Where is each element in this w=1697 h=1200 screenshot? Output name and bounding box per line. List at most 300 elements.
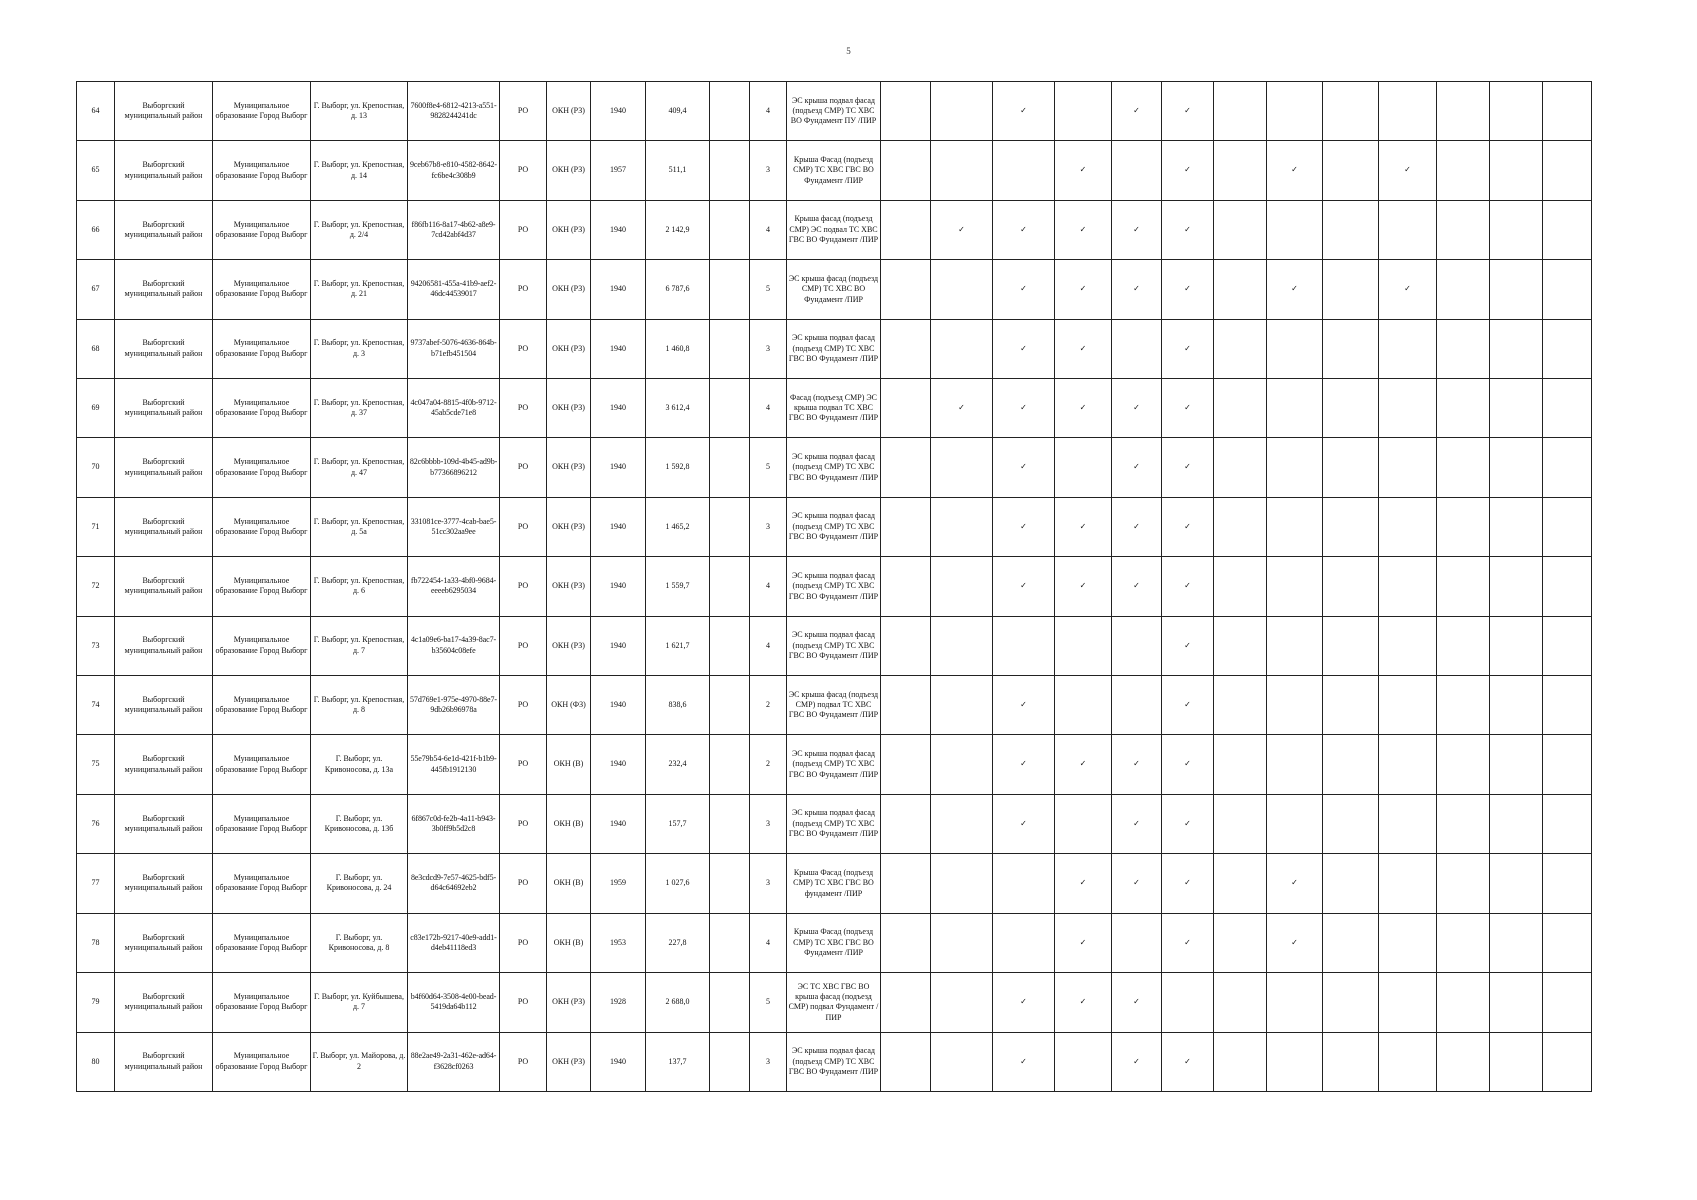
empty-check-cell bbox=[931, 616, 993, 675]
checkmark-icon: ✓ bbox=[1162, 497, 1214, 556]
building-id-cell: 82c6bbbb-109d-4b45-ad9b-b77366896212 bbox=[408, 438, 500, 497]
empty-check-cell bbox=[881, 379, 931, 438]
area-cell: 1 559,7 bbox=[646, 557, 710, 616]
floors-cell: 3 bbox=[750, 794, 787, 853]
empty-check-cell bbox=[1490, 438, 1543, 497]
empty-check-cell bbox=[1543, 557, 1592, 616]
okn-status-cell: ОКН (РЗ) bbox=[547, 438, 591, 497]
checkmark-icon: ✓ bbox=[993, 200, 1055, 259]
empty-check-cell bbox=[1323, 616, 1379, 675]
area-cell: 3 612,4 bbox=[646, 379, 710, 438]
empty-check-cell bbox=[1112, 913, 1162, 972]
fund-type-cell: РО bbox=[500, 82, 547, 141]
empty-check-cell bbox=[1214, 854, 1267, 913]
empty-check-cell bbox=[1055, 616, 1112, 675]
checkmark-icon: ✓ bbox=[1055, 379, 1112, 438]
row-number: 65 bbox=[77, 141, 115, 200]
empty-check-cell bbox=[931, 497, 993, 556]
empty-cell bbox=[710, 973, 750, 1032]
district-cell: Выборгский муниципальный район bbox=[115, 973, 213, 1032]
empty-check-cell bbox=[881, 557, 931, 616]
checkmark-icon: ✓ bbox=[1162, 379, 1214, 438]
building-id-cell: b4f60d64-3508-4e00-bead-5419da64b112 bbox=[408, 973, 500, 1032]
checkmark-icon: ✓ bbox=[1162, 616, 1214, 675]
area-cell: 409,4 bbox=[646, 82, 710, 141]
empty-check-cell bbox=[881, 676, 931, 735]
checkmark-icon: ✓ bbox=[1162, 438, 1214, 497]
empty-check-cell bbox=[1543, 379, 1592, 438]
municipality-cell: Муниципальное образование Город Выборг bbox=[213, 854, 311, 913]
table-row bbox=[77, 557, 1592, 616]
empty-check-cell bbox=[1437, 973, 1490, 1032]
build-year-cell: 1940 bbox=[591, 616, 646, 675]
checkmark-icon: ✓ bbox=[1162, 676, 1214, 735]
area-cell: 511,1 bbox=[646, 141, 710, 200]
okn-status-cell: ОКН (В) bbox=[547, 735, 591, 794]
checkmark-icon: ✓ bbox=[1162, 200, 1214, 259]
empty-check-cell bbox=[1323, 973, 1379, 1032]
build-year-cell: 1940 bbox=[591, 319, 646, 378]
empty-check-cell bbox=[1437, 854, 1490, 913]
fund-type-cell: РО bbox=[500, 735, 547, 794]
empty-check-cell bbox=[1543, 260, 1592, 319]
empty-check-cell bbox=[993, 616, 1055, 675]
empty-check-cell bbox=[1490, 854, 1543, 913]
row-number: 70 bbox=[77, 438, 115, 497]
empty-check-cell bbox=[1214, 319, 1267, 378]
empty-check-cell bbox=[931, 854, 993, 913]
table-row bbox=[77, 616, 1592, 675]
row-number: 64 bbox=[77, 82, 115, 141]
empty-check-cell bbox=[1543, 616, 1592, 675]
floors-cell: 4 bbox=[750, 82, 787, 141]
empty-check-cell bbox=[1379, 1032, 1437, 1092]
floors-cell: 3 bbox=[750, 1032, 787, 1092]
area-cell: 2 142,9 bbox=[646, 200, 710, 259]
row-number: 80 bbox=[77, 1032, 115, 1092]
row-number: 79 bbox=[77, 973, 115, 1032]
building-id-cell: 57d769e1-975e-4970-88e7-9db26b96978a bbox=[408, 676, 500, 735]
checkmark-icon: ✓ bbox=[1162, 319, 1214, 378]
empty-check-cell bbox=[1267, 557, 1323, 616]
build-year-cell: 1940 bbox=[591, 200, 646, 259]
empty-cell bbox=[710, 82, 750, 141]
building-id-cell: 88e2ae49-2a31-462e-ad64-f3628cf0263 bbox=[408, 1032, 500, 1092]
building-id-cell: f86fb116-8a17-4b62-a8e9-7cd42abf4d37 bbox=[408, 200, 500, 259]
empty-check-cell bbox=[1490, 913, 1543, 972]
empty-check-cell bbox=[1323, 794, 1379, 853]
checkmark-icon: ✓ bbox=[993, 973, 1055, 1032]
empty-check-cell bbox=[1214, 794, 1267, 853]
checkmark-icon: ✓ bbox=[1055, 854, 1112, 913]
address-cell: Г. Выборг, ул. Крепостная, д. 47 bbox=[311, 438, 408, 497]
row-number: 71 bbox=[77, 497, 115, 556]
building-id-cell: c83e172b-9217-40e9-add1-d4eb41118ed3 bbox=[408, 913, 500, 972]
checkmark-icon: ✓ bbox=[1055, 141, 1112, 200]
checkmark-icon: ✓ bbox=[1055, 200, 1112, 259]
row-number: 73 bbox=[77, 616, 115, 675]
empty-check-cell bbox=[1379, 82, 1437, 141]
checkmark-icon: ✓ bbox=[1055, 319, 1112, 378]
empty-cell bbox=[710, 557, 750, 616]
empty-check-cell bbox=[931, 973, 993, 1032]
empty-check-cell bbox=[1437, 438, 1490, 497]
build-year-cell: 1957 bbox=[591, 141, 646, 200]
floors-cell: 5 bbox=[750, 973, 787, 1032]
empty-check-cell bbox=[1055, 438, 1112, 497]
empty-check-cell bbox=[1437, 141, 1490, 200]
table-row bbox=[77, 735, 1592, 794]
empty-check-cell bbox=[1490, 1032, 1543, 1092]
empty-check-cell bbox=[1267, 973, 1323, 1032]
empty-check-cell bbox=[1543, 1032, 1592, 1092]
municipality-cell: Муниципальное образование Город Выборг bbox=[213, 379, 311, 438]
empty-check-cell bbox=[931, 260, 993, 319]
fund-type-cell: РО bbox=[500, 913, 547, 972]
works-list-cell: ЭС крыша подвал фасад (подъезд СМР) ТС ХВС ГВС ВО Фундамент /ПИР bbox=[787, 735, 881, 794]
building-id-cell: 55e79b54-6e1d-421f-b1b9-445fb1912130 bbox=[408, 735, 500, 794]
empty-check-cell bbox=[1267, 1032, 1323, 1092]
area-cell: 137,7 bbox=[646, 1032, 710, 1092]
okn-status-cell: ОКН (РЗ) bbox=[547, 319, 591, 378]
empty-check-cell bbox=[1490, 260, 1543, 319]
works-list-cell: ЭС крыша фасад (подъезд СМР) подвал ТС ХВС ГВС ВО Фундамент /ПИР bbox=[787, 676, 881, 735]
empty-check-cell bbox=[1379, 200, 1437, 259]
fund-type-cell: РО bbox=[500, 676, 547, 735]
empty-check-cell bbox=[1214, 438, 1267, 497]
empty-check-cell bbox=[931, 141, 993, 200]
empty-cell bbox=[710, 735, 750, 794]
table-row bbox=[77, 260, 1592, 319]
district-cell: Выборгский муниципальный район bbox=[115, 260, 213, 319]
checkmark-icon: ✓ bbox=[1162, 557, 1214, 616]
works-list-cell: ЭС крыша подвал фасад (подъезд СМР) ТС ХВС ГВС ВО Фундамент /ПИР bbox=[787, 794, 881, 853]
build-year-cell: 1940 bbox=[591, 260, 646, 319]
empty-check-cell bbox=[1543, 82, 1592, 141]
address-cell: Г. Выборг, ул. Крепостная, д. 8 bbox=[311, 676, 408, 735]
works-list-cell: Крыша Фасад (подъезд СМР) ТС ХВС ГВС ВО Фундамент /ПИР bbox=[787, 913, 881, 972]
empty-check-cell bbox=[881, 200, 931, 259]
empty-check-cell bbox=[1379, 438, 1437, 497]
empty-check-cell bbox=[1379, 973, 1437, 1032]
empty-cell bbox=[710, 497, 750, 556]
empty-cell bbox=[710, 616, 750, 675]
address-cell: Г. Выборг, ул. Крепостная, д. 5а bbox=[311, 497, 408, 556]
empty-check-cell bbox=[931, 82, 993, 141]
empty-check-cell bbox=[1379, 379, 1437, 438]
district-cell: Выборгский муниципальный район bbox=[115, 794, 213, 853]
fund-type-cell: РО bbox=[500, 794, 547, 853]
table-row bbox=[77, 973, 1592, 1032]
empty-check-cell bbox=[1379, 557, 1437, 616]
empty-check-cell bbox=[1379, 676, 1437, 735]
checkmark-icon: ✓ bbox=[1379, 141, 1437, 200]
row-number: 66 bbox=[77, 200, 115, 259]
checkmark-icon: ✓ bbox=[1162, 260, 1214, 319]
build-year-cell: 1940 bbox=[591, 379, 646, 438]
building-id-cell: 9737abef-5076-4636-864b-b71efb451504 bbox=[408, 319, 500, 378]
empty-check-cell bbox=[1214, 141, 1267, 200]
build-year-cell: 1940 bbox=[591, 557, 646, 616]
empty-check-cell bbox=[1267, 438, 1323, 497]
empty-check-cell bbox=[1490, 973, 1543, 1032]
empty-check-cell bbox=[1437, 200, 1490, 259]
checkmark-icon: ✓ bbox=[1267, 854, 1323, 913]
empty-check-cell bbox=[1437, 319, 1490, 378]
empty-check-cell bbox=[1323, 735, 1379, 794]
checkmark-icon: ✓ bbox=[1055, 735, 1112, 794]
row-number: 78 bbox=[77, 913, 115, 972]
fund-type-cell: РО bbox=[500, 379, 547, 438]
district-cell: Выборгский муниципальный район bbox=[115, 319, 213, 378]
floors-cell: 2 bbox=[750, 676, 787, 735]
address-cell: Г. Выборг, ул. Кривоносова, д. 13б bbox=[311, 794, 408, 853]
building-id-cell: 94206581-455a-41b9-aef2-46dc44539017 bbox=[408, 260, 500, 319]
checkmark-icon: ✓ bbox=[993, 1032, 1055, 1092]
empty-check-cell bbox=[993, 854, 1055, 913]
district-cell: Выборгский муниципальный район bbox=[115, 200, 213, 259]
empty-check-cell bbox=[1437, 82, 1490, 141]
checkmark-icon: ✓ bbox=[993, 497, 1055, 556]
empty-check-cell bbox=[1214, 616, 1267, 675]
empty-check-cell bbox=[931, 438, 993, 497]
area-cell: 1 027,6 bbox=[646, 854, 710, 913]
empty-check-cell bbox=[881, 319, 931, 378]
empty-check-cell bbox=[1543, 141, 1592, 200]
fund-type-cell: РО bbox=[500, 557, 547, 616]
area-cell: 232,4 bbox=[646, 735, 710, 794]
building-id-cell: 331081ce-3777-4cab-bae5-51cc302aa9ee bbox=[408, 497, 500, 556]
floors-cell: 5 bbox=[750, 260, 787, 319]
empty-check-cell bbox=[1055, 676, 1112, 735]
district-cell: Выборгский муниципальный район bbox=[115, 379, 213, 438]
fund-type-cell: РО bbox=[500, 973, 547, 1032]
build-year-cell: 1940 bbox=[591, 497, 646, 556]
empty-check-cell bbox=[881, 973, 931, 1032]
build-year-cell: 1953 bbox=[591, 913, 646, 972]
address-cell: Г. Выборг, ул. Крепостная, д. 21 bbox=[311, 260, 408, 319]
empty-check-cell bbox=[1490, 200, 1543, 259]
checkmark-icon: ✓ bbox=[1112, 82, 1162, 141]
fund-type-cell: РО bbox=[500, 141, 547, 200]
works-list-cell: Фасад (подъезд СМР) ЭС крыша подвал ТС ХВС ГВС ВО Фундамент /ПИР bbox=[787, 379, 881, 438]
checkmark-icon: ✓ bbox=[993, 438, 1055, 497]
empty-cell bbox=[710, 319, 750, 378]
address-cell: Г. Выборг, ул. Крепостная, д. 13 bbox=[311, 82, 408, 141]
district-cell: Выборгский муниципальный район bbox=[115, 676, 213, 735]
area-cell: 1 465,2 bbox=[646, 497, 710, 556]
works-list-cell: Крыша Фасад (подъезд СМР) ТС ХВС ГВС ВО Фундамент /ПИР bbox=[787, 141, 881, 200]
empty-check-cell bbox=[1379, 616, 1437, 675]
checkmark-icon: ✓ bbox=[993, 82, 1055, 141]
table-row bbox=[77, 141, 1592, 200]
empty-check-cell bbox=[1214, 497, 1267, 556]
fund-type-cell: РО bbox=[500, 260, 547, 319]
area-cell: 157,7 bbox=[646, 794, 710, 853]
empty-check-cell bbox=[1437, 794, 1490, 853]
district-cell: Выборгский муниципальный район bbox=[115, 1032, 213, 1092]
building-id-cell: 8e3cdcd9-7e57-4625-bdf5-d64c64692eb2 bbox=[408, 854, 500, 913]
district-cell: Выборгский муниципальный район bbox=[115, 854, 213, 913]
district-cell: Выборгский муниципальный район bbox=[115, 616, 213, 675]
empty-check-cell bbox=[1323, 854, 1379, 913]
checkmark-icon: ✓ bbox=[1112, 854, 1162, 913]
table-row bbox=[77, 319, 1592, 378]
works-list-cell: ЭС крыша фасад (подъезд СМР) ТС ХВС ВО Фундамент /ПИР bbox=[787, 260, 881, 319]
empty-check-cell bbox=[881, 82, 931, 141]
okn-status-cell: ОКН (РЗ) bbox=[547, 497, 591, 556]
empty-check-cell bbox=[881, 735, 931, 794]
empty-check-cell bbox=[931, 676, 993, 735]
district-cell: Выборгский муниципальный район bbox=[115, 438, 213, 497]
area-cell: 1 592,8 bbox=[646, 438, 710, 497]
checkmark-icon: ✓ bbox=[1162, 141, 1214, 200]
district-cell: Выборгский муниципальный район bbox=[115, 497, 213, 556]
checkmark-icon: ✓ bbox=[1112, 973, 1162, 1032]
empty-check-cell bbox=[1437, 676, 1490, 735]
area-cell: 1 621,7 bbox=[646, 616, 710, 675]
empty-check-cell bbox=[1214, 260, 1267, 319]
row-number: 68 bbox=[77, 319, 115, 378]
floors-cell: 3 bbox=[750, 497, 787, 556]
address-cell: Г. Выборг, ул. Крепостная, д. 6 bbox=[311, 557, 408, 616]
empty-check-cell bbox=[1214, 973, 1267, 1032]
works-list-cell: ЭС ТС ХВС ГВС ВО крыша фасад (подъезд СМР) подвал Фундамент /ПИР bbox=[787, 973, 881, 1032]
municipality-cell: Муниципальное образование Город Выборг bbox=[213, 82, 311, 141]
checkmark-icon: ✓ bbox=[1267, 141, 1323, 200]
area-cell: 1 460,8 bbox=[646, 319, 710, 378]
build-year-cell: 1928 bbox=[591, 973, 646, 1032]
checkmark-icon: ✓ bbox=[1112, 794, 1162, 853]
empty-check-cell bbox=[993, 913, 1055, 972]
works-list-cell: ЭС крыша подвал фасад (подъезд СМР) ТС ХВС ВО Фундамент ПУ /ПИР bbox=[787, 82, 881, 141]
works-list-cell: ЭС крыша подвал фасад (подъезд СМР) ТС ХВС ГВС ВО Фундамент /ПИР bbox=[787, 557, 881, 616]
checkmark-icon: ✓ bbox=[1112, 497, 1162, 556]
build-year-cell: 1940 bbox=[591, 676, 646, 735]
address-cell: Г. Выборг, ул. Крепостная, д. 2/4 bbox=[311, 200, 408, 259]
address-cell: Г. Выборг, ул. Куйбышева, д. 7 bbox=[311, 973, 408, 1032]
fund-type-cell: РО bbox=[500, 200, 547, 259]
okn-status-cell: ОКН (РЗ) bbox=[547, 557, 591, 616]
empty-check-cell bbox=[1055, 82, 1112, 141]
floors-cell: 4 bbox=[750, 200, 787, 259]
checkmark-icon: ✓ bbox=[1267, 260, 1323, 319]
municipality-cell: Муниципальное образование Город Выборг bbox=[213, 557, 311, 616]
empty-check-cell bbox=[1162, 973, 1214, 1032]
checkmark-icon: ✓ bbox=[1379, 260, 1437, 319]
empty-check-cell bbox=[1379, 794, 1437, 853]
empty-check-cell bbox=[1214, 557, 1267, 616]
build-year-cell: 1940 bbox=[591, 438, 646, 497]
area-cell: 2 688,0 bbox=[646, 973, 710, 1032]
empty-check-cell bbox=[1543, 854, 1592, 913]
empty-check-cell bbox=[1323, 200, 1379, 259]
table-row bbox=[77, 676, 1592, 735]
empty-check-cell bbox=[1267, 200, 1323, 259]
empty-check-cell bbox=[1543, 973, 1592, 1032]
checkmark-icon: ✓ bbox=[931, 379, 993, 438]
works-list-cell: ЭС крыша подвал фасад (подъезд СМР) ТС ХВС ГВС ВО Фундамент /ПИР bbox=[787, 497, 881, 556]
empty-check-cell bbox=[881, 616, 931, 675]
address-cell: Г. Выборг, ул. Кривоносова, д. 13а bbox=[311, 735, 408, 794]
checkmark-icon: ✓ bbox=[1162, 1032, 1214, 1092]
empty-check-cell bbox=[1323, 379, 1379, 438]
works-list-cell: ЭС крыша подвал фасад (подъезд СМР) ТС ХВС ГВС ВО Фундамент /ПИР bbox=[787, 319, 881, 378]
empty-check-cell bbox=[1490, 379, 1543, 438]
empty-check-cell bbox=[881, 913, 931, 972]
checkmark-icon: ✓ bbox=[993, 735, 1055, 794]
empty-check-cell bbox=[881, 854, 931, 913]
empty-check-cell bbox=[1490, 676, 1543, 735]
empty-check-cell bbox=[1437, 616, 1490, 675]
empty-cell bbox=[710, 260, 750, 319]
empty-check-cell bbox=[1543, 735, 1592, 794]
municipality-cell: Муниципальное образование Город Выборг bbox=[213, 616, 311, 675]
checkmark-icon: ✓ bbox=[1112, 557, 1162, 616]
okn-status-cell: ОКН (РЗ) bbox=[547, 260, 591, 319]
empty-check-cell bbox=[1490, 82, 1543, 141]
address-cell: Г. Выборг, ул. Майорова, д. 2 bbox=[311, 1032, 408, 1092]
table-row bbox=[77, 794, 1592, 853]
empty-check-cell bbox=[1379, 735, 1437, 794]
municipality-cell: Муниципальное образование Город Выборг bbox=[213, 973, 311, 1032]
checkmark-icon: ✓ bbox=[1112, 735, 1162, 794]
table-row bbox=[77, 913, 1592, 972]
checkmark-icon: ✓ bbox=[993, 794, 1055, 853]
empty-check-cell bbox=[1267, 82, 1323, 141]
empty-check-cell bbox=[1490, 557, 1543, 616]
empty-check-cell bbox=[931, 1032, 993, 1092]
municipality-cell: Муниципальное образование Город Выборг bbox=[213, 497, 311, 556]
housing-registry-table bbox=[76, 81, 1592, 1092]
checkmark-icon: ✓ bbox=[1267, 913, 1323, 972]
fund-type-cell: РО bbox=[500, 438, 547, 497]
floors-cell: 4 bbox=[750, 379, 787, 438]
table-row bbox=[77, 438, 1592, 497]
checkmark-icon: ✓ bbox=[1055, 973, 1112, 1032]
empty-check-cell bbox=[1490, 616, 1543, 675]
empty-cell bbox=[710, 854, 750, 913]
building-id-cell: 6f867c0d-fe2b-4a11-b943-3b0ff9b5d2c8 bbox=[408, 794, 500, 853]
checkmark-icon: ✓ bbox=[1162, 794, 1214, 853]
build-year-cell: 1959 bbox=[591, 854, 646, 913]
building-id-cell: 7600f8e4-6812-4213-a551-9828244241dc bbox=[408, 82, 500, 141]
empty-check-cell bbox=[931, 913, 993, 972]
municipality-cell: Муниципальное образование Город Выборг bbox=[213, 260, 311, 319]
empty-check-cell bbox=[1214, 379, 1267, 438]
checkmark-icon: ✓ bbox=[1162, 854, 1214, 913]
empty-cell bbox=[710, 438, 750, 497]
empty-check-cell bbox=[881, 141, 931, 200]
checkmark-icon: ✓ bbox=[993, 260, 1055, 319]
checkmark-icon: ✓ bbox=[993, 319, 1055, 378]
empty-check-cell bbox=[1437, 260, 1490, 319]
checkmark-icon: ✓ bbox=[1112, 379, 1162, 438]
row-number: 77 bbox=[77, 854, 115, 913]
area-cell: 838,6 bbox=[646, 676, 710, 735]
okn-status-cell: ОКН (В) bbox=[547, 854, 591, 913]
empty-check-cell bbox=[1323, 1032, 1379, 1092]
fund-type-cell: РО bbox=[500, 497, 547, 556]
district-cell: Выборгский муниципальный район bbox=[115, 82, 213, 141]
empty-check-cell bbox=[1543, 200, 1592, 259]
build-year-cell: 1940 bbox=[591, 794, 646, 853]
floors-cell: 4 bbox=[750, 557, 787, 616]
empty-check-cell bbox=[1323, 497, 1379, 556]
table-row bbox=[77, 1032, 1592, 1092]
municipality-cell: Муниципальное образование Город Выборг bbox=[213, 200, 311, 259]
empty-check-cell bbox=[1490, 794, 1543, 853]
